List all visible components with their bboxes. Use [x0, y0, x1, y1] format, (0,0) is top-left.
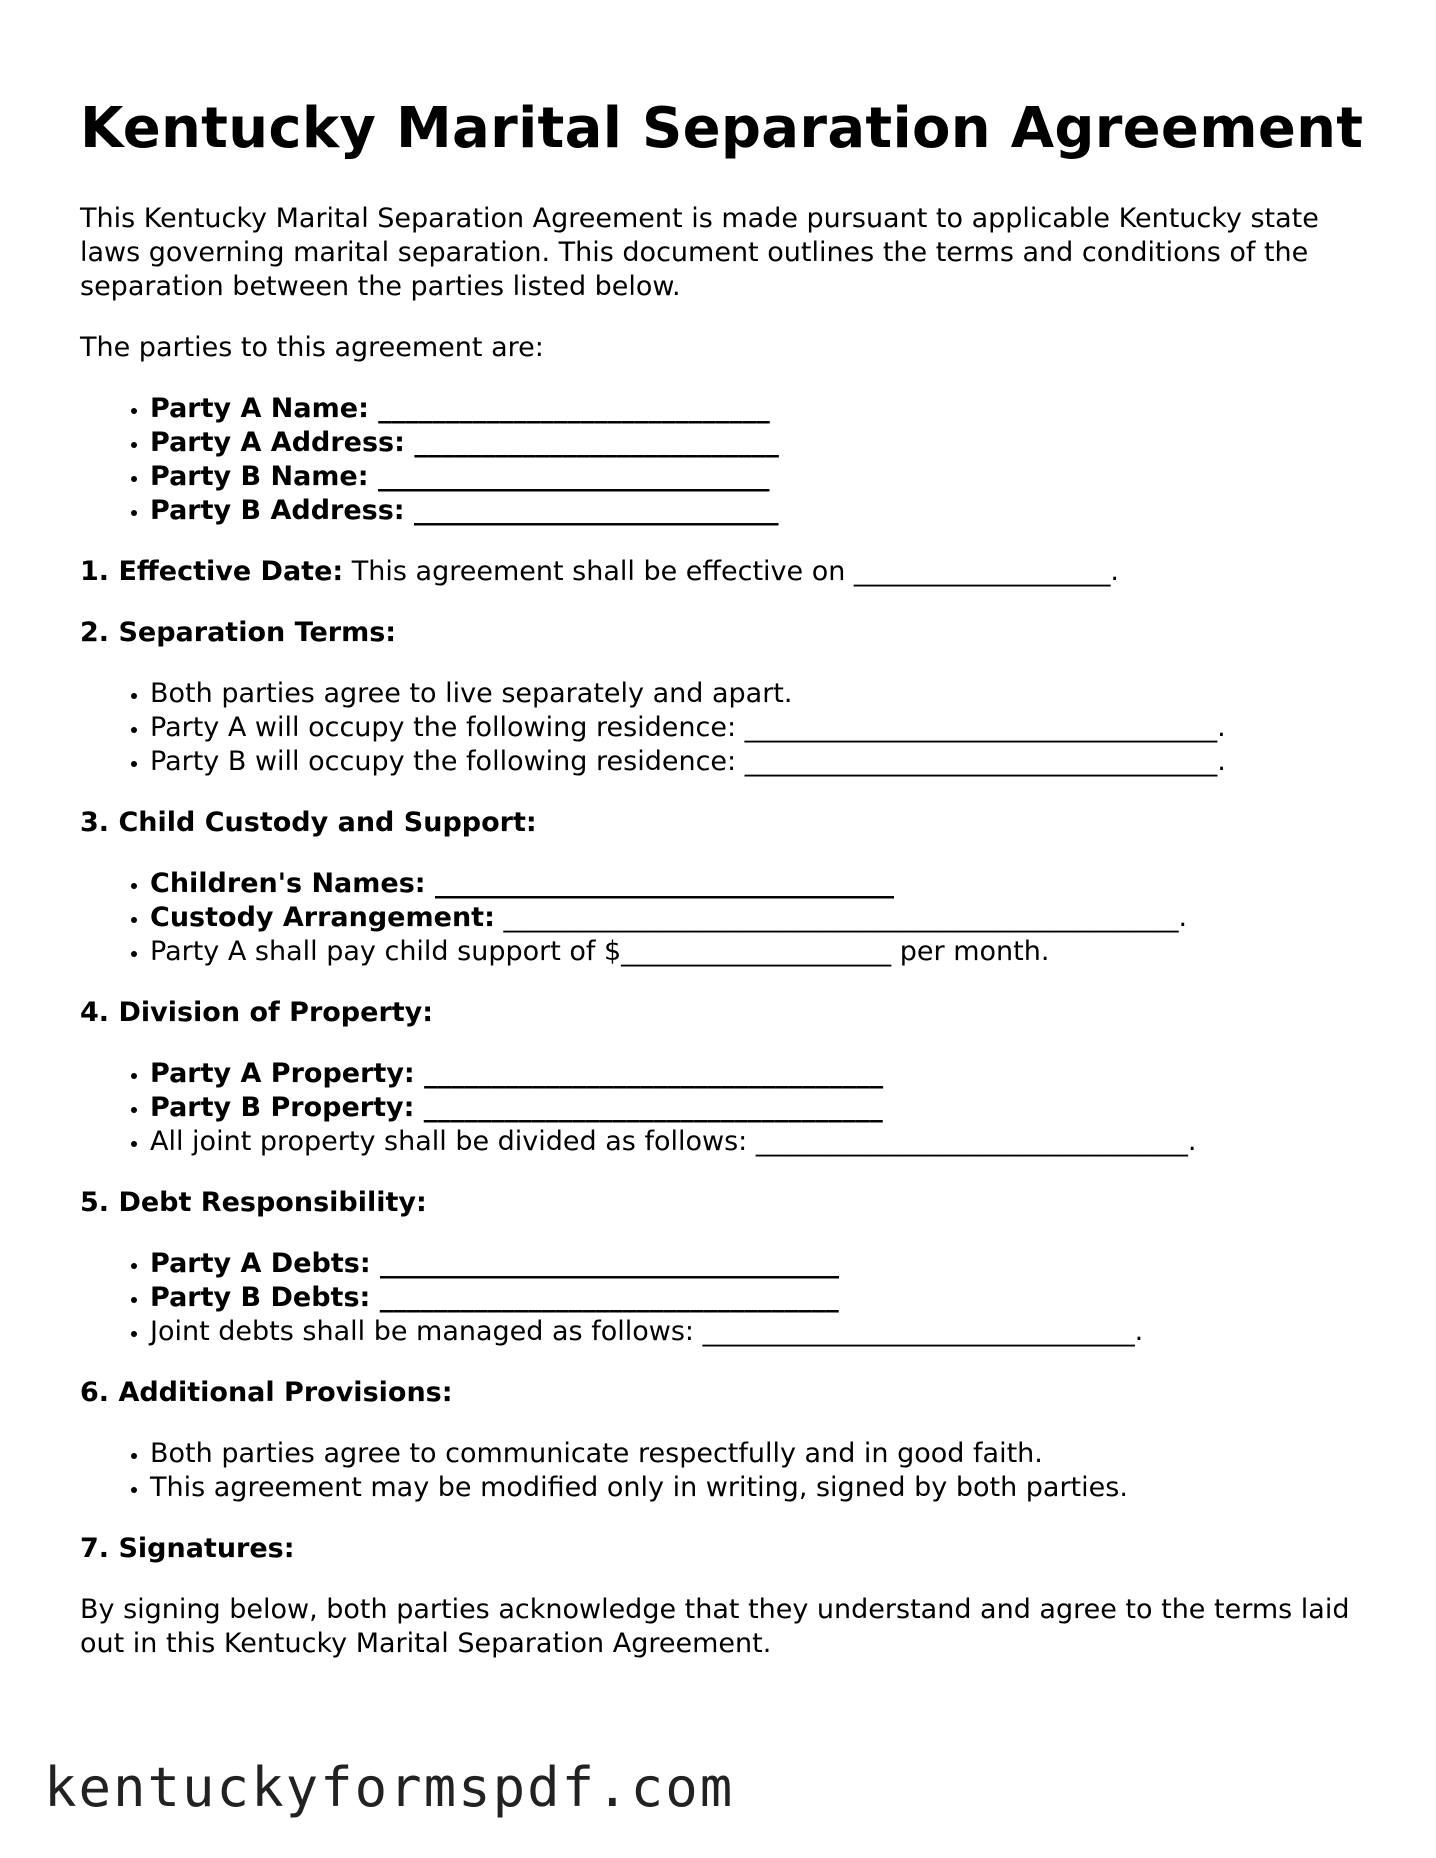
party-a-address-label: Party A Address:	[150, 427, 405, 458]
list-item	[150, 1281, 1370, 1315]
intro-paragraph: This Kentucky Marital Separation Agreement is made pursuant to applicable Kentucky state laws governing marital separation. This document outlines the terms and conditions of the separation between the parties listed below.	[80, 203, 1319, 302]
list-item: • All joint property shall be divided as follows: ________________________________.	[150, 1125, 1370, 1159]
list-item: • Both parties agree to live separately and apart.	[150, 677, 1370, 711]
party-a-debts-label: Party A Debts:	[150, 1248, 371, 1279]
list-item	[150, 426, 1370, 460]
custody-list	[80, 867, 1370, 969]
list-item	[150, 1057, 1370, 1091]
parties-list	[80, 392, 1370, 528]
separation-heading: 2. Separation Terms:	[80, 617, 397, 648]
children-names-label: Children's Names:	[150, 868, 426, 899]
list-item: • Party A will occupy the following residence: ___________________________________.	[150, 711, 1370, 745]
list-item	[150, 867, 1370, 901]
watermark-text: kentuckyformspdf.com	[44, 1756, 735, 1819]
party-a-property-blank: __________________________________	[414, 1058, 884, 1089]
document-page	[80, 96, 1370, 1688]
list-item	[150, 1091, 1370, 1125]
property-heading: 4. Division of Property:	[80, 997, 434, 1028]
effective-date-text: This agreement shall be effective on ___________________.	[343, 556, 1120, 587]
party-b-debts-label: Party B Debts:	[150, 1282, 371, 1313]
document-title: Kentucky Marital Separation Agreement	[80, 96, 1364, 161]
list-item	[150, 1247, 1370, 1281]
party-a-property-label: Party A Property:	[150, 1058, 415, 1089]
custody-arrangement-blank: __________________________________________________.	[494, 902, 1188, 933]
party-a-debts-blank: __________________________________	[370, 1248, 840, 1279]
list-item	[150, 392, 1370, 426]
provisions-heading: 6. Additional Provisions:	[80, 1377, 453, 1408]
separation-list	[80, 677, 1370, 779]
list-item: • Both parties agree to communicate respectfully and in good faith.	[150, 1437, 1370, 1471]
signatures-text: By signing below, both parties acknowledge that they understand and agree to the terms laid out in this Kentucky Marital Separation Agreement.	[80, 1594, 1350, 1659]
provisions-list	[80, 1437, 1370, 1505]
signatures-heading: 7. Signatures:	[80, 1533, 295, 1564]
list-item	[150, 901, 1370, 935]
parties-intro: The parties to this agreement are:	[80, 332, 544, 363]
effective-date-section	[80, 555, 1370, 589]
debt-list	[80, 1247, 1370, 1349]
party-b-address-blank: ___________________________	[404, 495, 779, 526]
party-b-property-blank: __________________________________	[414, 1092, 883, 1123]
list-item: • This agreement may be modified only in writing, signed by both parties.	[150, 1471, 1370, 1505]
party-b-property-label: Party B Property:	[150, 1092, 415, 1123]
party-a-name-blank: _____________________________	[368, 393, 770, 424]
list-item: • Party B will occupy the following residence: ___________________________________.	[150, 745, 1370, 779]
list-item	[150, 460, 1370, 494]
custody-arrangement-label: Custody Arrangement:	[150, 902, 495, 933]
debt-heading: 5. Debt Responsibility:	[80, 1187, 427, 1218]
property-list	[80, 1057, 1370, 1159]
party-a-name-label: Party A Name:	[150, 393, 369, 424]
list-item	[150, 494, 1370, 528]
effective-date-heading: 1. Effective Date:	[80, 556, 344, 587]
party-b-name-blank: _____________________________	[368, 461, 770, 492]
custody-heading: 3. Child Custody and Support:	[80, 807, 537, 838]
children-names-blank: __________________________________	[425, 868, 894, 899]
party-b-name-label: Party B Name:	[150, 461, 369, 492]
list-item: • Party A shall pay child support of $____________________ per month.	[150, 935, 1370, 969]
party-a-address-blank: ___________________________	[404, 427, 779, 458]
list-item: • Joint debts shall be managed as follows: ________________________________.	[150, 1315, 1370, 1349]
party-b-address-label: Party B Address:	[150, 495, 405, 526]
party-b-debts-blank: __________________________________	[370, 1282, 839, 1313]
